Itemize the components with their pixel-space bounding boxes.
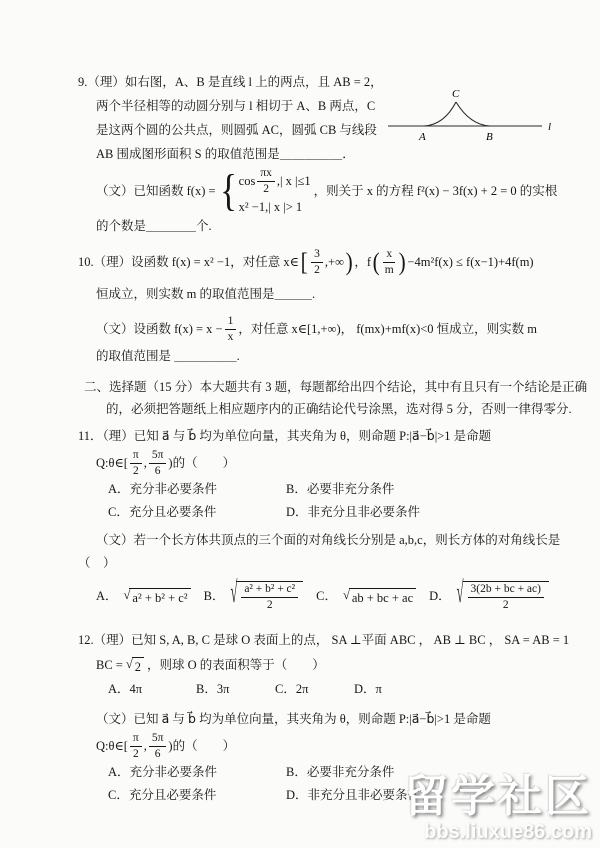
option-c: C．充分且必要条件	[108, 505, 217, 519]
problem-9-wen-answer-blank	[78, 214, 558, 238]
text-run: （ ）	[78, 556, 116, 570]
option-label: B．	[203, 589, 225, 603]
option-d: D．非充分且非必要条件	[286, 505, 421, 519]
piecewise-case-1	[239, 167, 311, 196]
text-run: Q:θ∈[	[96, 456, 128, 470]
fraction-denominator: 6	[154, 747, 161, 760]
fraction-denominator: 2	[263, 182, 269, 195]
fraction-numerator: 1	[225, 315, 237, 330]
problem-9-line2	[78, 94, 380, 118]
section-2-header	[78, 376, 588, 420]
option-label: A．	[96, 589, 118, 603]
option-b: B．必要非充分条件	[286, 765, 395, 779]
figure-label-b: B	[486, 131, 493, 143]
text-run: ，对任意 x∈[1,+∞)， f(mx)+mf(x)<0 恒成立，则实数 m	[238, 322, 538, 336]
watermark	[404, 771, 592, 844]
text-run: （文）已知函数 f(x) =	[96, 184, 216, 198]
fraction-numerator: 5π	[149, 449, 167, 464]
fraction-denominator: x	[227, 330, 234, 343]
problem-9-wen-formula-line	[78, 168, 558, 214]
text-run: 10.（理）设函数 f(x) = x² −1，对任意 x∈	[78, 255, 299, 269]
text-run: （文）设函数 f(x) = x −	[96, 322, 223, 336]
problem-10-wen	[78, 314, 558, 368]
figure-label-a: A	[419, 131, 426, 143]
option-c	[316, 584, 419, 608]
fraction-numerator: π	[130, 449, 142, 464]
option-a: A．充分非必要条件	[108, 765, 218, 779]
fraction-numerator: 3	[311, 248, 323, 263]
figure-arc-ac	[424, 102, 456, 126]
problem-12-li-line2	[78, 652, 558, 678]
fraction	[225, 315, 237, 344]
fraction-denominator: m	[384, 263, 394, 276]
option-c: C．2π	[275, 682, 309, 696]
figure-label-c: C	[452, 88, 460, 100]
radical	[230, 574, 303, 612]
problem-12-wen-q-line	[78, 731, 558, 761]
fraction-denominator: 2	[132, 464, 139, 477]
problem-10-wen-answer-blank	[78, 344, 558, 368]
text-run: ，f	[354, 255, 372, 269]
text-run: BC =	[96, 658, 123, 672]
option-c: C．充分且必要条件	[108, 788, 217, 802]
problem-12-li	[78, 628, 570, 701]
problem-9-line1	[78, 70, 383, 94]
radical-icon: √	[123, 587, 131, 602]
text-run: 9.（理）如右图，A、B 是直线 l 上的两点，且 AB = 2，	[78, 75, 383, 89]
left-bracket-icon: [	[300, 248, 308, 276]
right-paren-icon: )	[398, 248, 406, 276]
problem-12-li-line1	[78, 628, 570, 652]
text-run: )的（ ）	[168, 456, 236, 470]
problem-9-wen	[78, 168, 558, 238]
text-run: cos	[238, 173, 256, 188]
radicand: 2	[132, 657, 144, 674]
text-run: ,	[143, 739, 147, 753]
figure-label-l: l	[548, 121, 552, 133]
piecewise-cases	[239, 167, 311, 216]
fraction	[311, 248, 323, 277]
radical-icon: √	[125, 656, 133, 671]
piecewise-brace-icon: {	[219, 166, 237, 215]
fraction-denominator: 2	[502, 598, 509, 611]
text-run: 的个数是＿＿＿＿个.	[96, 219, 212, 233]
text-run: ,	[143, 456, 147, 470]
options-row	[78, 478, 558, 501]
figure-arc-cb	[456, 102, 490, 126]
problem-12-wen-line1	[78, 707, 558, 731]
problem-9-text	[78, 70, 383, 166]
options-row	[78, 678, 558, 701]
fraction-denominator: 2	[314, 263, 320, 276]
fraction-numerator: π	[130, 732, 142, 747]
option-label: D．	[429, 589, 451, 603]
section-2-line2	[106, 398, 572, 420]
option-d	[429, 574, 552, 612]
problem-11-li-line1	[78, 424, 558, 448]
right-paren-icon: )	[345, 248, 353, 276]
radical	[456, 574, 549, 612]
option-a	[96, 584, 194, 608]
text-run: ,| x |≤1	[276, 173, 311, 188]
text-run: ，则关于 x 的方程 f²(x) − 3f(x) + 2 = 0 的实根	[313, 184, 558, 198]
problem-10-li-answer-blank	[78, 282, 558, 306]
fraction	[241, 583, 298, 612]
text-run: 11．（理）已知 a⃗ 与 b⃗ 均为单位向量，其夹角为 θ，则命题 P:|a⃗−b⃗|>1 是命题	[78, 429, 492, 443]
radicand: ab + bc + ac	[349, 588, 416, 605]
exam-content	[78, 70, 588, 807]
radical	[124, 588, 191, 605]
text-run: AB 围成图形面积 S 的取值范围是＿＿＿＿＿．	[96, 147, 355, 161]
problem-10-wen-formula-line	[78, 314, 558, 344]
text-run: （文）若一个长方体共顶点的三个面的对角线长分别是 a,b,c，则长方体的对角线长是	[96, 533, 561, 547]
section-2-line1	[84, 376, 588, 398]
text-run: ,+∞	[324, 255, 345, 269]
fraction	[383, 248, 395, 277]
radicand	[463, 581, 549, 612]
text-run: 恒成立，则实数 m 的取值范围是＿＿＿.	[96, 287, 316, 301]
tangent-circles-figure	[386, 86, 558, 148]
option-b	[203, 574, 307, 612]
problem-11-li	[78, 424, 558, 524]
fraction	[149, 732, 167, 761]
problem-11-wen-paren	[78, 552, 558, 574]
fraction-numerator: 5π	[149, 732, 167, 747]
radical	[126, 657, 144, 674]
fraction	[130, 449, 142, 478]
fraction	[149, 449, 167, 478]
text-run: ，则球 O 的表面积等于（ ）	[146, 658, 325, 672]
fraction-numerator: x	[383, 248, 395, 263]
fraction-numerator: πx	[257, 167, 275, 182]
fraction-denominator: 2	[132, 747, 139, 760]
text-run: x² −1,| x |> 1	[238, 199, 303, 214]
fraction	[130, 732, 142, 761]
radical-icon: √	[456, 574, 464, 609]
option-b: B．3π	[196, 682, 230, 696]
option-a: A．4π	[108, 682, 143, 696]
fraction	[257, 167, 275, 196]
text-run: 的取值范围是 ＿＿＿＿＿.	[96, 349, 240, 363]
text-run: 二、选择题（15 分）本大题共有 3 题，每题都给出四个结论，其中有且只有一个结论是正确	[84, 380, 588, 394]
problem-10-li	[78, 242, 558, 306]
text-run: 的，必须把答题纸上相应题序内的正确结论代号涂黑，选对得 5 分，否则一律得零分.	[106, 402, 572, 416]
fraction-denominator: 6	[154, 464, 161, 477]
problem-11-li-q-line	[78, 448, 558, 478]
text-run: 是这两个圆的公共点，则圆弧 AC，圆弧 CB 与线段	[96, 123, 377, 137]
text-run: 两个半径相等的动圆分别与 l 相切于 A、B 两点，C	[96, 99, 376, 113]
option-d: D．非充分且非必要条件	[286, 788, 421, 802]
radicand	[236, 581, 303, 612]
text-run: Q:θ∈[	[96, 739, 128, 753]
fraction-denominator: 2	[266, 598, 273, 611]
text-run: )的（ ）	[168, 739, 236, 753]
problem-9-li	[78, 70, 558, 166]
options-row	[78, 501, 558, 524]
problem-11-wen	[78, 528, 561, 618]
text-run: −4m²f(x) ≤ f(x−1)+4f(m)	[407, 255, 534, 269]
watermark-url: bbs.liuxue86.com	[424, 821, 592, 843]
problem-9-line3	[78, 118, 380, 142]
text-run: 12.（理）已知 S, A, B, C 是球 O 表面上的点， SA ⊥平面 ABC ， AB ⊥ BC ， SA = AB = 1	[78, 633, 570, 647]
watermark-title: 留学社区	[404, 771, 592, 821]
option-label: C．	[316, 589, 337, 603]
radical-icon: √	[342, 587, 350, 602]
text-run: （文）已知 a⃗ 与 b⃗ 均为单位向量，其夹角为 θ，则命题 P:|a⃗−b⃗|>1 是命题	[96, 712, 491, 726]
fraction	[468, 583, 544, 612]
problem-10-li-formula-line	[78, 242, 558, 282]
problem-11-wen-line1	[78, 528, 561, 552]
fraction-numerator: a² + b² + c²	[241, 583, 298, 598]
left-paren-icon: (	[372, 248, 380, 276]
option-d: D．π	[354, 682, 382, 696]
radical-icon: √	[230, 574, 238, 609]
option-b: B．必要非充分条件	[286, 482, 395, 496]
problem-9-figure-wrap	[380, 70, 558, 166]
radicand: a² + b² + c²	[129, 588, 190, 605]
fraction-numerator: 3(2b + bc + ac)	[468, 583, 544, 598]
piecewise-case-2	[239, 199, 311, 216]
problem-11-wen-options	[78, 574, 558, 618]
option-a: A．充分非必要条件	[108, 482, 218, 496]
problem-9-line4-answer-blank	[78, 142, 380, 166]
radical	[343, 588, 416, 605]
